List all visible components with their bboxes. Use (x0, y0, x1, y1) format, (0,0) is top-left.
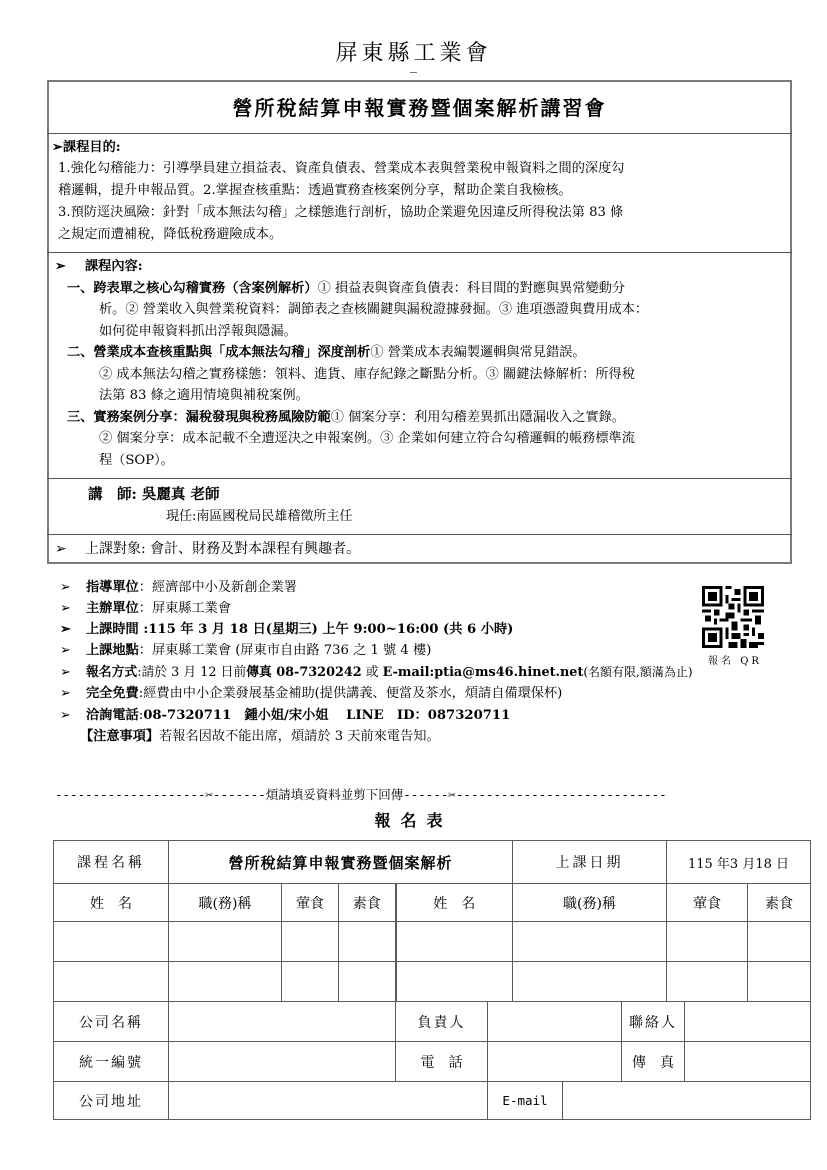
phone-label: 電 話 (396, 1042, 488, 1082)
organization-title: 屏東縣工業會 (335, 41, 492, 66)
veg-meal-checkbox[interactable] (339, 922, 396, 962)
attendee-header-row (54, 884, 811, 922)
address-row (54, 1082, 811, 1120)
content-item-text: 法第 83 條之適用情境與補稅案例。 (99, 388, 309, 403)
objective-line: 3.預防逕決風險：針對「成本無法勾稽」之樣態進行剖析，協助企業避免因違反所得稅法第 83 條 (58, 205, 624, 220)
arrow-bullet-icon: ➢ (60, 580, 72, 595)
date-value: 115 年3 月18 日 (667, 841, 811, 884)
tax-id-row (54, 1042, 811, 1082)
objective-line: 之規定而遭補稅，降低稅務避險成本。 (58, 227, 283, 242)
info-sep: ： (138, 601, 152, 616)
objectives-section (52, 137, 787, 246)
info-row-time (60, 620, 790, 641)
info-label: 指導單位 (86, 580, 139, 595)
email-label: E-mail (488, 1082, 563, 1120)
tax-id-label: 統一編號 (54, 1042, 169, 1082)
lecturer-position: 現任:南區國稅局民雄稽徵所主任 (166, 509, 353, 524)
content-item-text: 析。② 營業收入與營業稅資料：調節表之查核關鍵與漏稅證據發掘。③ 進項憑證與費用成本： (99, 302, 649, 317)
lecturer-name: 吳麗真 老師 (141, 486, 220, 503)
divider (47, 478, 792, 479)
info-label: 上課地點 (86, 643, 139, 658)
owner-label: 負責人 (396, 1002, 488, 1042)
content-item-title: 三、實務案例分享：漏稅發現與稅務風險防範 (67, 409, 331, 425)
divider (47, 133, 792, 134)
info-value: 屏東縣工業會 (151, 601, 232, 616)
info-value: 或 (361, 665, 383, 680)
email-input[interactable] (563, 1082, 811, 1120)
audience-text: 上課對象: 會計、財務及對本課程有興趣者。 (85, 541, 361, 557)
info-sep: : (138, 622, 149, 637)
info-row-guidance (60, 578, 790, 599)
arrow-bullet-icon: ➢ (60, 665, 71, 680)
company-row (54, 1002, 811, 1042)
audience-section (55, 537, 790, 561)
meat-meal-checkbox[interactable] (667, 962, 748, 1002)
column-header-veg: 素食 (748, 884, 811, 922)
info-row-organizer (60, 599, 790, 620)
column-header-veg: 素食 (339, 884, 396, 922)
veg-meal-checkbox[interactable] (748, 922, 811, 962)
content-item-title: 一、跨表單之核心勾稽實務（含案例解析） (67, 280, 318, 296)
meat-meal-checkbox[interactable] (667, 922, 748, 962)
info-row-free (60, 684, 790, 706)
column-header-meat: 葷食 (667, 884, 748, 922)
contact-input[interactable] (685, 1002, 811, 1042)
info-label: 完全免費 (86, 686, 139, 701)
tax-id-input[interactable] (169, 1042, 396, 1082)
content-heading: 課程內容: (85, 259, 143, 274)
contact-label: 聯絡人 (622, 1002, 685, 1042)
cut-line: --------------------✂-------煩請填妥資料並剪下回傳------✂---------------------------- (55, 787, 667, 802)
arrow-bullet-icon: ➢ (60, 708, 72, 723)
arrow-bullet-icon: ➢ (60, 643, 72, 658)
veg-meal-checkbox[interactable] (748, 962, 811, 1002)
notice (60, 727, 790, 748)
content-item-text: 程（SOP）。 (99, 452, 174, 468)
attendee-row (54, 962, 811, 1002)
content-item-text: ① 損益表與資產負債表：科目間的對應與異常變動分 (317, 280, 626, 296)
info-label: 報名方式 (86, 665, 138, 680)
registration-form (53, 840, 811, 1120)
course-label: 課程名稱 (54, 841, 169, 884)
content-section (55, 256, 790, 471)
qr-code-icon[interactable] (702, 586, 764, 648)
info-sep: : (138, 686, 144, 701)
attendee-title-input[interactable] (513, 922, 667, 962)
column-header-name: 姓 名 (396, 884, 513, 922)
info-sep: ： (138, 643, 152, 658)
course-row (54, 841, 811, 884)
company-name-input[interactable] (169, 1002, 396, 1042)
attendee-title-input[interactable] (169, 962, 282, 1002)
date-label: 上課日期 (513, 841, 667, 884)
column-header-title: 職(務)稱 (513, 884, 667, 922)
notice-text: 若報名因故不能出席，煩請於 3 天前來電告知。 (159, 729, 440, 744)
meat-meal-checkbox[interactable] (282, 962, 339, 1002)
content-item-text: ② 成本無法勾稽之實務樣態：領料、進貨、庫存紀錄之斷點分析。③ 關鍵法條解析：所得稅 (99, 366, 635, 382)
email-address[interactable]: E-mail:ptia@ms46.hinet.net (382, 665, 584, 680)
info-value: 經濟部中小及新創企業署 (151, 580, 297, 595)
company-name-label: 公司名稱 (54, 1002, 169, 1042)
arrow-bullet-icon: ➢ (60, 622, 72, 637)
content-item (55, 278, 790, 343)
event-title: 營所稅結算申報實務暨個案解析講習會 (232, 96, 607, 120)
address-label: 公司地址 (54, 1082, 169, 1120)
content-item (55, 407, 790, 472)
column-header-name: 姓 名 (54, 884, 169, 922)
info-label: 洽詢電話 (86, 708, 139, 723)
attendee-title-input[interactable] (513, 962, 667, 1002)
objective-line: 1.強化勾稽能力：引導學員建立損益表、資產負債表、營業成本表與營業稅申報資料之間的深度勾 (58, 161, 625, 176)
attendee-name-input[interactable] (54, 962, 169, 1002)
info-label: 上課時間 (86, 622, 139, 637)
content-item-title: 二、營業成本查核重點與「成本無法勾稽」深度剖析 (67, 345, 371, 360)
column-header-title: 職(務)稱 (169, 884, 282, 922)
divider (47, 252, 792, 253)
fax-label: 傳 真 (622, 1042, 685, 1082)
fax-number: 傳真 08-7320242 (246, 665, 362, 680)
objective-line: 稽邏輯，提升申報品質。2.掌握查核重點：透過實務查核案例分享，幫助企業自我檢核。 (58, 183, 572, 198)
divider-mark (410, 72, 417, 73)
veg-meal-checkbox[interactable] (339, 962, 396, 1002)
info-value: (名額有限,額滿為止) (583, 665, 693, 679)
attendee-title-input[interactable] (169, 922, 282, 962)
form-title: 報名表 (374, 811, 453, 830)
info-row-contact (60, 706, 790, 727)
attendee-name-input[interactable] (396, 962, 513, 1002)
attendee-row (54, 922, 811, 962)
arrow-bullet-icon: ➢ (55, 541, 67, 557)
arrow-bullet-icon: ➢ (60, 601, 72, 616)
qr-label: 報名 QR (708, 656, 762, 667)
fax-input[interactable] (685, 1042, 811, 1082)
address-input[interactable] (169, 1082, 488, 1120)
owner-input[interactable] (488, 1002, 622, 1042)
attendee-name-input[interactable] (396, 922, 513, 962)
column-header-meat: 葷食 (282, 884, 339, 922)
info-row-location (60, 641, 790, 662)
lecturer-section (88, 484, 823, 528)
divider (47, 534, 792, 535)
content-item-text: ① 個案分享：利用勾稽差異抓出隱漏收入之實錄。 (330, 409, 626, 425)
arrow-bullet-icon: ➢ (60, 686, 72, 701)
content-item-text: ② 個案分享：成本記載不全遭逕決之申報案例。③ 企業如何建立符合勾稽邏輯的帳務標準流 (99, 431, 635, 446)
info-row-registration (60, 662, 790, 684)
info-value: 經費由中小企業發展基金補助(提供講義、便當及茶水，煩請自備環保杯) (143, 686, 563, 701)
notice-label: 【注意事項】 (80, 729, 160, 744)
info-label: 主辦單位 (86, 601, 139, 616)
info-value: 屏東縣工業會 (屏東市自由路 736 之 1 號 4 樓) (151, 643, 432, 658)
info-sep: : (138, 708, 144, 723)
event-info-list (60, 578, 790, 748)
content-item (55, 342, 790, 407)
contact-phone: 08-7320711 鍾小姐/宋小姐 LINE ID：087320711 (143, 708, 511, 723)
meat-meal-checkbox[interactable] (282, 922, 339, 962)
arrow-bullet-icon: ➢ (55, 259, 67, 274)
objectives-heading: ➢課程目的: (52, 140, 121, 155)
content-item-text: 如何從申報資料抓出浮報與隱漏。 (99, 323, 297, 339)
info-value: 115 年 3 月 18 日(星期三) 上午 9:00~16:00 (共 6 小時) (148, 622, 514, 637)
course-name: 營所稅結算申報實務暨個案解析 (169, 841, 513, 884)
content-item-text: ① 營業成本表編製邏輯與常見錯誤。 (370, 345, 586, 360)
info-value: 請於 3 月 12 日前 (141, 665, 247, 680)
info-sep: ： (138, 580, 152, 595)
phone-input[interactable] (488, 1042, 622, 1082)
lecturer-label: 講 師: (88, 486, 137, 503)
attendee-name-input[interactable] (54, 922, 169, 962)
info-sep: : (137, 665, 142, 680)
